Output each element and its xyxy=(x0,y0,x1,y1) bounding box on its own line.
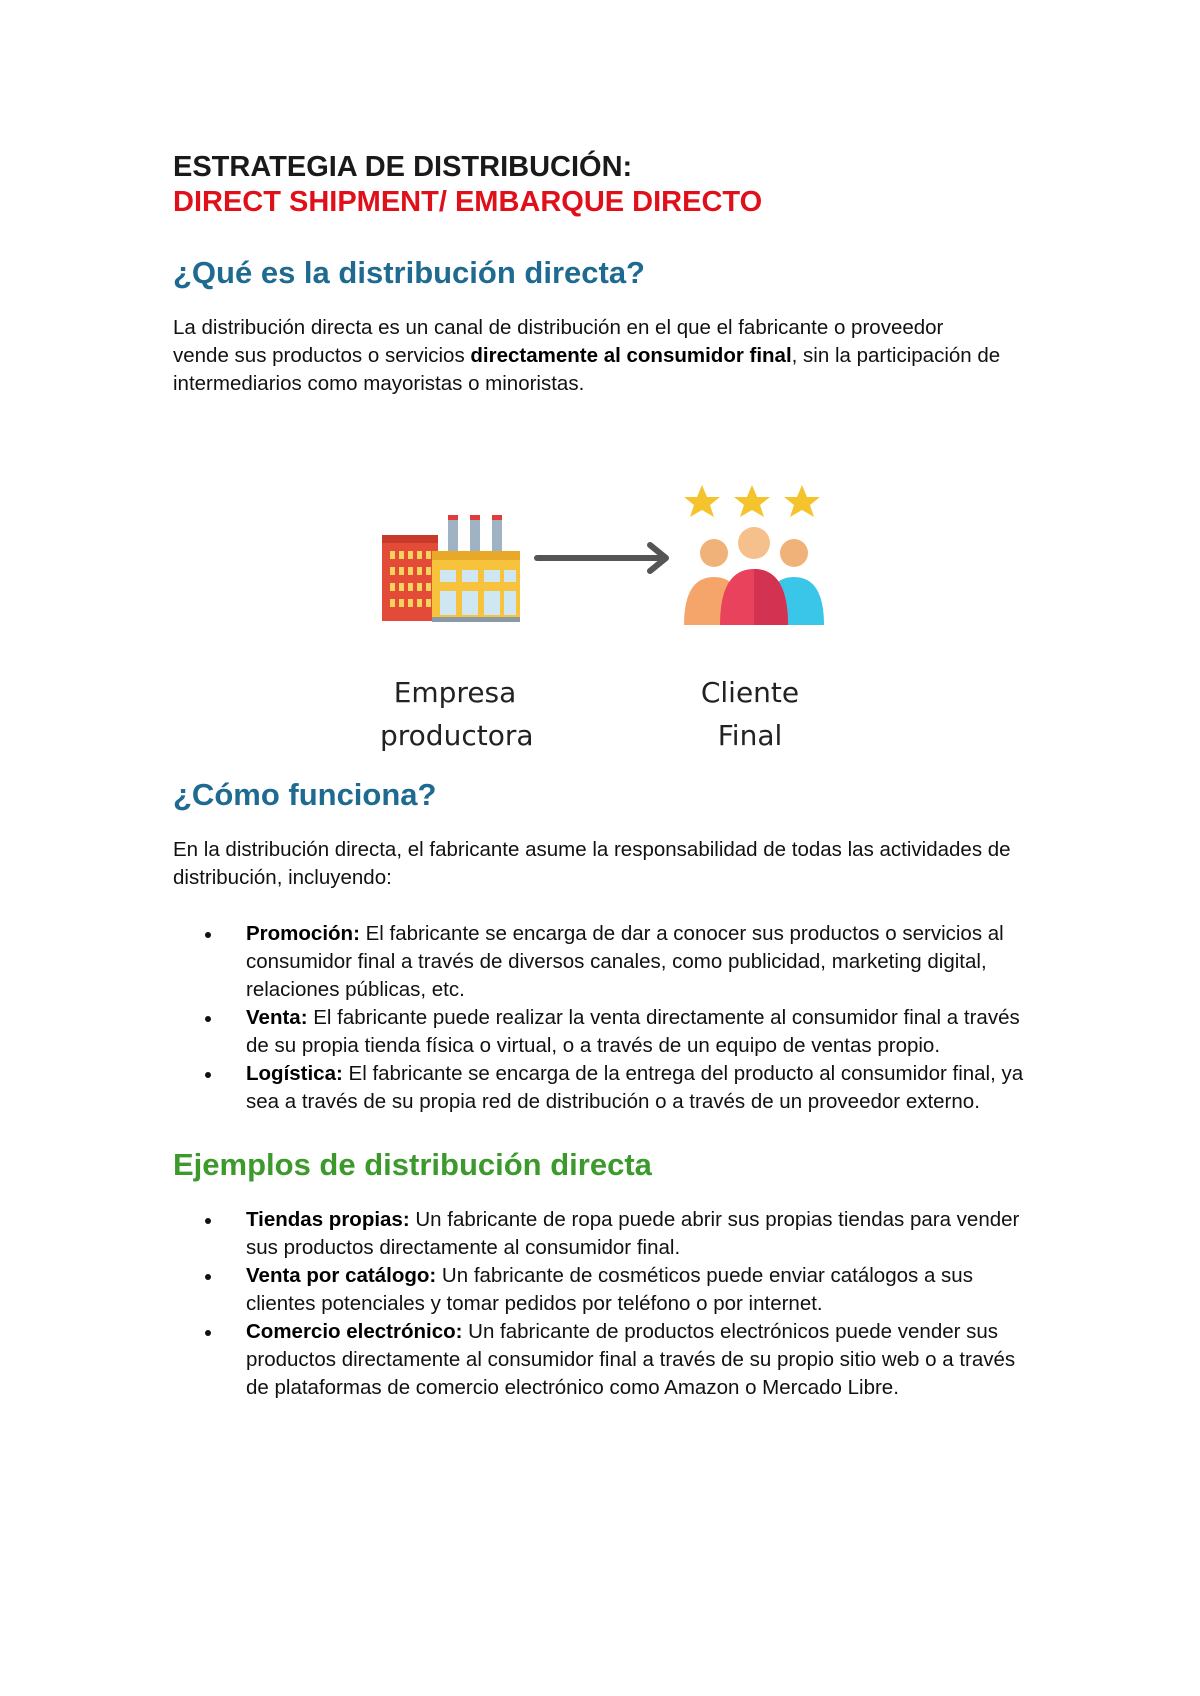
list-item-term: Promoción: xyxy=(246,922,360,945)
bullet-icon xyxy=(205,1072,211,1078)
bullet-icon xyxy=(205,1016,211,1022)
list-item-term: Venta: xyxy=(246,1006,308,1029)
document-title xyxy=(173,150,1053,220)
bullet-icon xyxy=(205,1330,211,1336)
list-item-term: Comercio electrónico: xyxy=(246,1320,463,1343)
definition-text-bold: directamente al consumidor final xyxy=(470,344,792,367)
list-item-venta-catalogo xyxy=(173,1262,1043,1318)
list-item-text: El fabricante puede realizar la venta directamente al consumidor final a través de su propia tienda física o virtual, o a través de un equipo de ventas propio. xyxy=(246,1006,1020,1057)
list-item-text: Un fabricante de ropa puede abrir sus propias tiendas para vender sus productos directamente al consumidor final. xyxy=(246,1208,1020,1259)
list-item-text: Un fabricante de cosméticos puede enviar catálogos a sus clientes potenciales y tomar pedidos por teléfono o por internet. xyxy=(246,1264,973,1315)
list-item-text: Un fabricante de productos electrónicos puede vender sus productos directamente al consumidor final a través de su propio sitio web o a través de plataformas de comercio electrónico como Amazon o Mercado Libre. xyxy=(246,1320,1016,1399)
definition-text-end: , sin la participación de intermediarios como mayoristas o minoristas. xyxy=(173,344,1001,395)
final-customer-label: Cliente Final xyxy=(700,676,800,752)
list-item-tiendas-propias xyxy=(173,1206,1043,1262)
bullet-icon xyxy=(205,1218,211,1224)
how-it-works-paragraph: En la distribución directa, el fabricante asume la responsabilidad de todas las actividades de distribución, incluyendo: xyxy=(173,838,1011,889)
list-item-term: Venta por catálogo: xyxy=(246,1264,437,1287)
title-line-subtitle: DIRECT SHIPMENT/ EMBARQUE DIRECTO xyxy=(173,186,763,218)
list-item-comercio-electronico xyxy=(173,1318,1043,1402)
section-heading-examples: Ejemplos de distribución directa xyxy=(173,1147,652,1182)
factory-icon xyxy=(382,515,520,622)
star-icon xyxy=(684,485,820,517)
activities-list xyxy=(173,920,1043,1116)
list-item-venta xyxy=(173,1004,1043,1060)
arrow-right-icon xyxy=(537,545,666,571)
section-heading-what-is: ¿Qué es la distribución directa? xyxy=(173,255,645,290)
customers-icon xyxy=(684,527,824,625)
distribution-diagram xyxy=(370,485,830,755)
list-item-text: El fabricante se encarga de dar a conocer sus productos o servicios al consumidor final a través de diversos canales, como publicidad, marketing digital, relaciones públicas, etc. xyxy=(246,922,1004,1001)
definition-paragraph xyxy=(173,314,1003,398)
definition-text-start: La distribución directa es un canal de distribución en el que el fabricante o proveedor vende sus productos o servicios xyxy=(173,316,944,367)
examples-list xyxy=(173,1206,1043,1402)
list-item-term: Logística: xyxy=(246,1062,343,1085)
title-line-main: ESTRATEGIA DE DISTRIBUCIÓN: xyxy=(173,151,633,183)
list-item-logistica xyxy=(173,1060,1043,1116)
list-item-text: El fabricante se encarga de la entrega del producto al consumidor final, ya sea a través de su propia red de distribución o a través de un proveedor externo. xyxy=(246,1062,1024,1113)
list-item-promocion xyxy=(173,920,1043,1004)
bullet-icon xyxy=(205,1274,211,1280)
diagram-graphic xyxy=(370,485,830,655)
section-heading-how-it-works: ¿Cómo funciona? xyxy=(173,777,437,812)
list-item-term: Tiendas propias: xyxy=(246,1208,410,1231)
document-content xyxy=(173,150,1053,1402)
producer-label: Empresa productora xyxy=(380,676,534,752)
bullet-icon xyxy=(205,932,211,938)
